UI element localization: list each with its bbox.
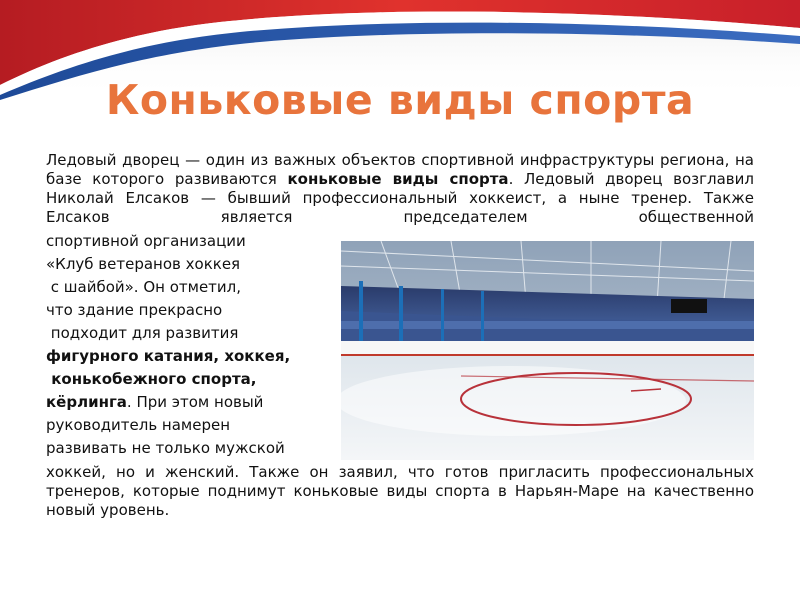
wrap-line-10: развивать не только мужской bbox=[46, 439, 285, 457]
wrap-line-5: подходит для развития bbox=[46, 324, 239, 342]
wrap-line-6: фигурного катания, хоккея, bbox=[46, 347, 291, 365]
wrap-line-7: конькобежного спорта, bbox=[46, 370, 257, 388]
intro-text-2: . Ледовый дворец возглавил Николай Елсаков — бывший профессиональный хоккеист, а ныне тренер. Также Елсаков является председателем общественной bbox=[46, 170, 754, 226]
ice-rink-photo bbox=[341, 241, 754, 460]
wrap-line-9: руководитель намерен bbox=[46, 416, 231, 434]
wrap-line-8-bold: кёрлинга bbox=[46, 393, 127, 411]
wrap-line-8 bbox=[46, 393, 263, 412]
intro-paragraph bbox=[46, 151, 754, 227]
closing-paragraph: хоккей, но и женский. Также он заявил, что готов пригласить профессиональных тренеров, которые поднимут коньковые виды спорта в Нарьян-Маре на качественно новый уровень. bbox=[46, 463, 754, 519]
wrap-line-4: что здание прекрасно bbox=[46, 301, 223, 319]
wrap-line-8-rest: . При этом новый bbox=[126, 393, 264, 411]
wrap-line-3: с шайбой». Он отметил, bbox=[46, 278, 242, 296]
intro-text-1: Ледовый дворец — один из важных объектов спортивной инфраструктуры региона, на базе которого развиваются bbox=[46, 151, 754, 188]
intro-bold-term: коньковые виды спорта bbox=[287, 170, 509, 188]
slide-title: Коньковые виды спорта bbox=[105, 76, 695, 124]
wrap-line-2: «Клуб ветеранов хоккея bbox=[46, 255, 241, 273]
wrap-line-1: спортивной организации bbox=[46, 232, 246, 250]
